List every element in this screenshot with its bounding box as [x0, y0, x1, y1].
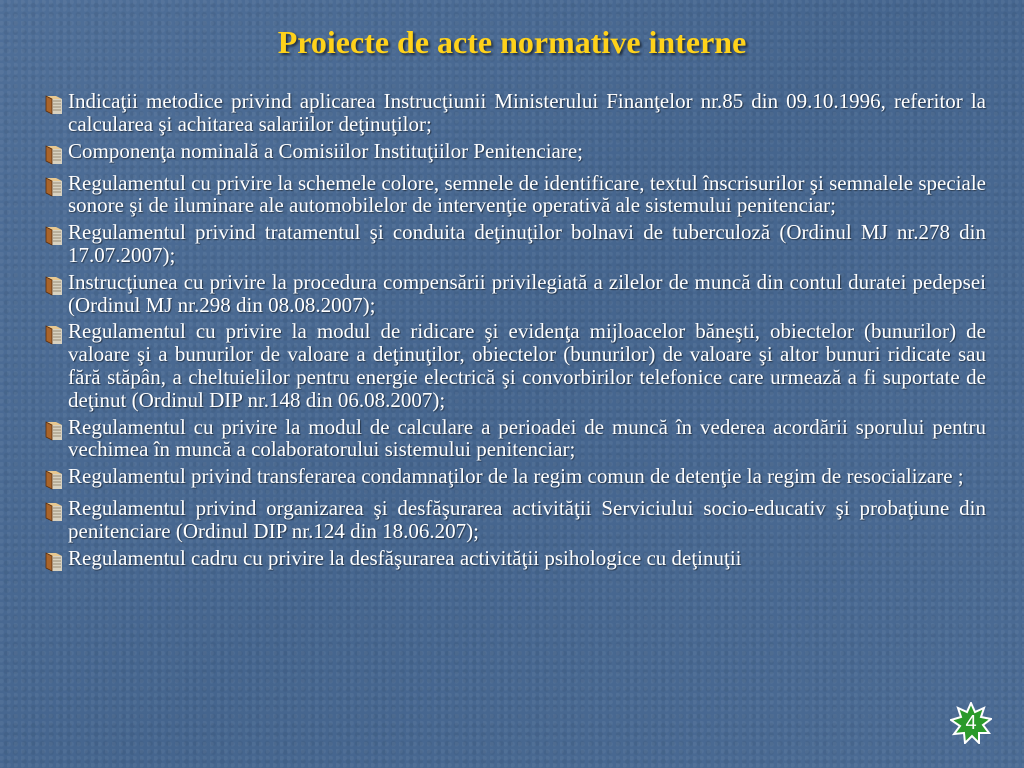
bullet-text: Indicaţii metodice privind aplicarea Instrucţiunii Ministerului Finanţelor nr.85 din 09.10.1996, referitor la calcularea şi achitarea salariilor deţinuţilor; — [68, 89, 986, 136]
bullet-text: Regulamentul cu privire la modul de calculare a perioadei de muncă în vederea acordării sporului pentru vechimea în muncă a colaboratorului sistemului penitenciar; — [68, 414, 986, 462]
book-icon — [40, 469, 68, 493]
book-icon — [40, 551, 68, 575]
book-icon — [40, 501, 68, 525]
list-item — [40, 140, 986, 168]
list-item — [40, 172, 986, 218]
bullet-text: Regulamentul privind transferarea condamnaţilor de la regim comun de detenţie la regim de resocializare ; — [68, 464, 964, 489]
bullet-text: Componenţa nominală a Comisiilor Instituţiilor Penitenciare; — [68, 138, 583, 163]
bullet-text: Instrucţiunea cu privire la procedura compensării privilegiată a zilelor de muncă din contul duratei pedepsei (Ordinul MJ nr.298 din 08.08.2007); — [68, 269, 986, 317]
bullet-text: Regulamentul privind tratamentul şi conduita deţinuţilor bolnavi de tuberculoză (Ordinul MJ nr.278 din 17.07.2007); — [68, 220, 986, 267]
bullet-text: Regulamentul cu privire la schemele colore, semnele de identificare, textul înscrisurilor şi semnalele speciale sonore şi de iluminare ale automobilelor de intervenţie operativă ale sistemului penitenciar; — [68, 170, 986, 218]
list-item — [40, 465, 986, 493]
book-icon — [40, 420, 68, 444]
list-item — [40, 90, 986, 136]
slide-title: Proiecte de acte normative interne — [277, 24, 747, 60]
bullet-text: Regulamentul cu privire la modul de ridicare şi evidenţa mijloacelor băneşti, obiectelor (bunurilor) de valoare şi a bunurilor de valoare a deţinuţilor, obiectelor (bunurilor) de valoare şi altor bunuri ridicate sau fără stăpân, a cheltuielilor pentru energie electrică şi convorbirilor telefonice care urmează a fi suportate de deţinut (Ordinul DIP nr.148 din 06.08.2007); — [68, 319, 986, 412]
book-icon — [40, 324, 68, 348]
list-item — [40, 497, 986, 543]
list-item — [40, 547, 986, 575]
book-icon — [40, 275, 68, 299]
page-number: 4 — [965, 712, 977, 734]
book-icon — [40, 176, 68, 200]
list-item — [40, 221, 986, 267]
list-item — [40, 271, 986, 317]
list-item — [40, 320, 986, 411]
bullet-text: Regulamentul privind organizarea şi desfăşurarea activităţii Serviciului socio-educativ şi probaţiune din penitenciare (Ordinul DIP nr.124 din 18.06.207); — [68, 496, 986, 543]
book-icon — [40, 144, 68, 168]
book-icon — [40, 94, 68, 118]
page-number-badge — [950, 702, 992, 744]
book-icon — [40, 225, 68, 249]
bullet-list — [40, 90, 986, 579]
bullet-text: Regulamentul cadru cu privire la desfăşurarea activităţii psihologice cu deţinuţii — [68, 545, 742, 570]
list-item — [40, 416, 986, 462]
